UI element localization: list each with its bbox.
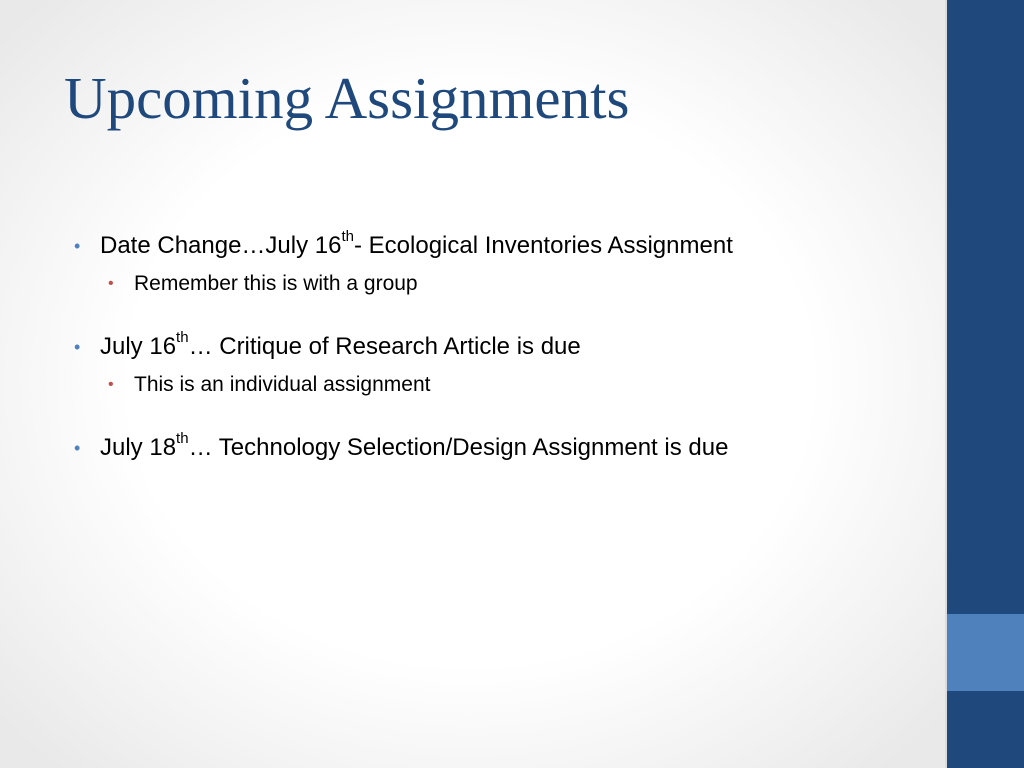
ordinal-suffix: th	[176, 329, 189, 346]
sub-bullet-item	[108, 268, 934, 299]
bullet-dot-icon: •	[74, 236, 81, 256]
bullet-list	[74, 227, 934, 467]
ordinal-suffix: th	[341, 228, 354, 245]
bullet-text-rest: … Technology Selection/Design Assignment is due	[188, 434, 729, 461]
sub-bullet-dot-icon: •	[108, 376, 114, 393]
bullet-text-rest: … Critique of Research Article is due	[188, 333, 581, 360]
sub-bullet-text: Remember this is with a group	[134, 272, 418, 295]
bullet-text-rest: - Ecological Inventories Assignment	[354, 232, 733, 259]
bullet-text-main: July 18	[100, 434, 177, 461]
bullet-item-1	[74, 227, 934, 299]
bullet-dot-icon: •	[74, 438, 81, 458]
sub-bullet-item	[108, 369, 934, 400]
sidebar-accent-block	[947, 614, 1024, 691]
bullet-text-main: Date Change…July 16	[100, 232, 342, 259]
ordinal-suffix: th	[176, 430, 189, 447]
bullet-item-2	[74, 328, 934, 400]
bullet-dot-icon: •	[74, 337, 81, 357]
sub-bullet-list	[100, 268, 934, 299]
sub-bullet-dot-icon: •	[108, 275, 114, 292]
bullet-text-main: July 16	[100, 333, 177, 360]
bullet-item-3	[74, 429, 934, 467]
slide-title: Upcoming Assignments	[64, 65, 630, 131]
sub-bullet-list	[100, 369, 934, 400]
sub-bullet-text: This is an individual assignment	[134, 373, 431, 396]
